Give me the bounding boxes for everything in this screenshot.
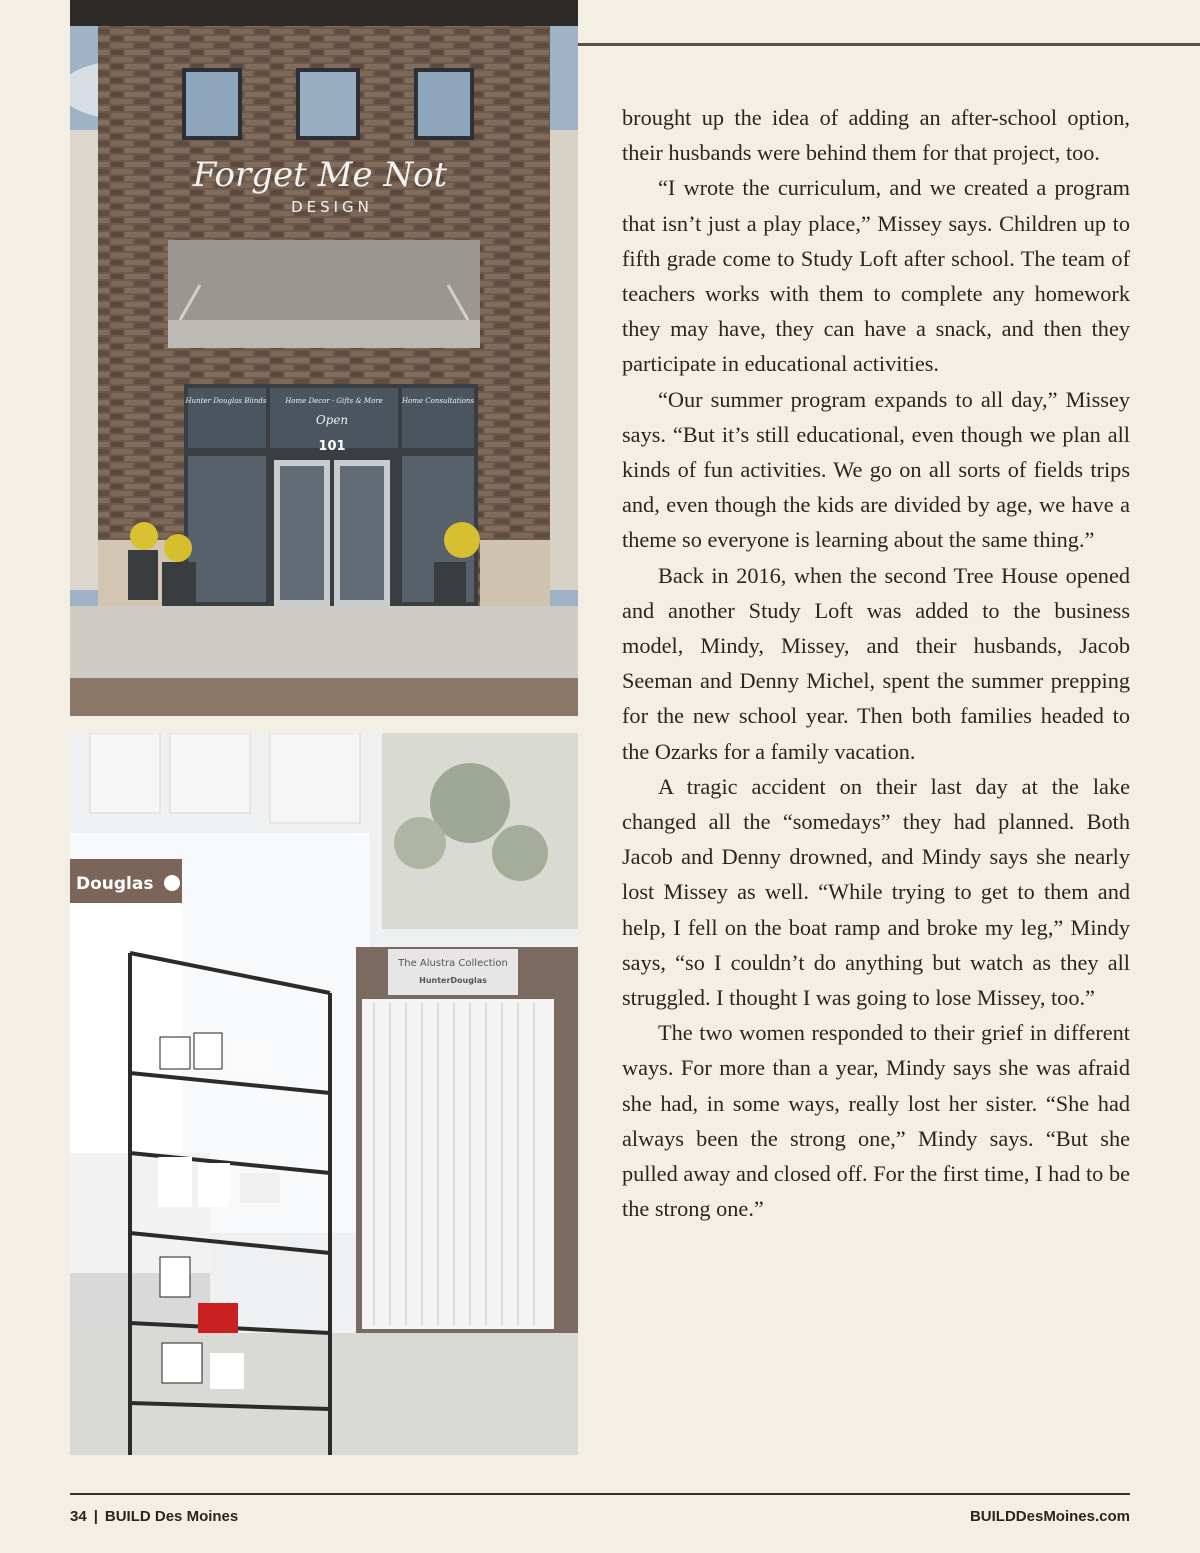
collection-brand: HunterDouglas xyxy=(419,976,487,985)
door-open-sign: Open xyxy=(315,413,349,427)
storefront-photo xyxy=(70,0,578,716)
paragraph-3: “Our summer program expands to all day,” Missey says. “But it’s still educational, even though we plan all kinds of fun activities. We go on all sorts of fields trips and, even though the kids are divided by age, we have a theme so everyone is learning about the same thing.” xyxy=(622,386,1130,553)
window-label-1: Hunter Douglas Blinds xyxy=(185,397,267,405)
footer-separator: | xyxy=(93,1508,98,1525)
sign-script: Forget Me Not xyxy=(192,155,448,195)
article-body xyxy=(622,100,1130,1227)
sign-word: DESIGN xyxy=(291,198,373,216)
page-number: 34 xyxy=(70,1508,87,1525)
showroom-photo xyxy=(70,733,578,1455)
window-label-3: Home Consultations xyxy=(401,397,475,405)
footer-rule xyxy=(70,1493,1130,1495)
paragraph-1: brought up the idea of adding an after-school option, their husbands were behind them for that project, too. xyxy=(622,105,1130,166)
paragraph-5: A tragic accident on their last day at the lake changed all the “somedays” they had planned. Both Jacob and Denny drowned, and Mindy says she nearly lost Missey as well. “While trying to get to them and help, I fell on the boat ramp and broke my leg,” Mindy says, “so I couldn’t do anything but watch as they all struggled. I thought I was going to lose Missey, too.” xyxy=(622,773,1130,1011)
unit-number: 101 xyxy=(318,439,346,454)
paragraph-6: The two women responded to their grief in different ways. For more than a year, Mindy says she was afraid she had, in some ways, really lost her sister. “She had always been the strong one,” Mindy says. “But she pulled away and closed off. For the first time, I had to be the strong one.” xyxy=(622,1020,1130,1222)
brand-sign: Douglas xyxy=(76,874,154,894)
publication-name: BUILD Des Moines xyxy=(104,1508,239,1525)
top-rule xyxy=(578,43,1200,46)
paragraph-2: “I wrote the curriculum, and we created a program that isn’t just a play place,” Missey says. Children up to fifth grade come to Study Loft after school. The team of teachers works with them to complete any homework they may have, they can have a snack, and then they participate in educational activities. xyxy=(622,175,1130,377)
footer-left xyxy=(70,1508,238,1525)
website-link[interactable]: BUILDDesMoines.com xyxy=(969,1508,1130,1525)
paragraph-4: Back in 2016, when the second Tree House opened and another Study Loft was added to the business model, Mindy, Missey, and their husbands, Jacob Seeman and Denny Michel, spent the summer prepping for the new school year. Then both families headed to the Ozarks for a family vacation. xyxy=(622,562,1130,764)
collection-sign: The Alustra Collection xyxy=(398,958,508,969)
window-label-2: Home Decor · Gifts & More xyxy=(285,397,383,405)
